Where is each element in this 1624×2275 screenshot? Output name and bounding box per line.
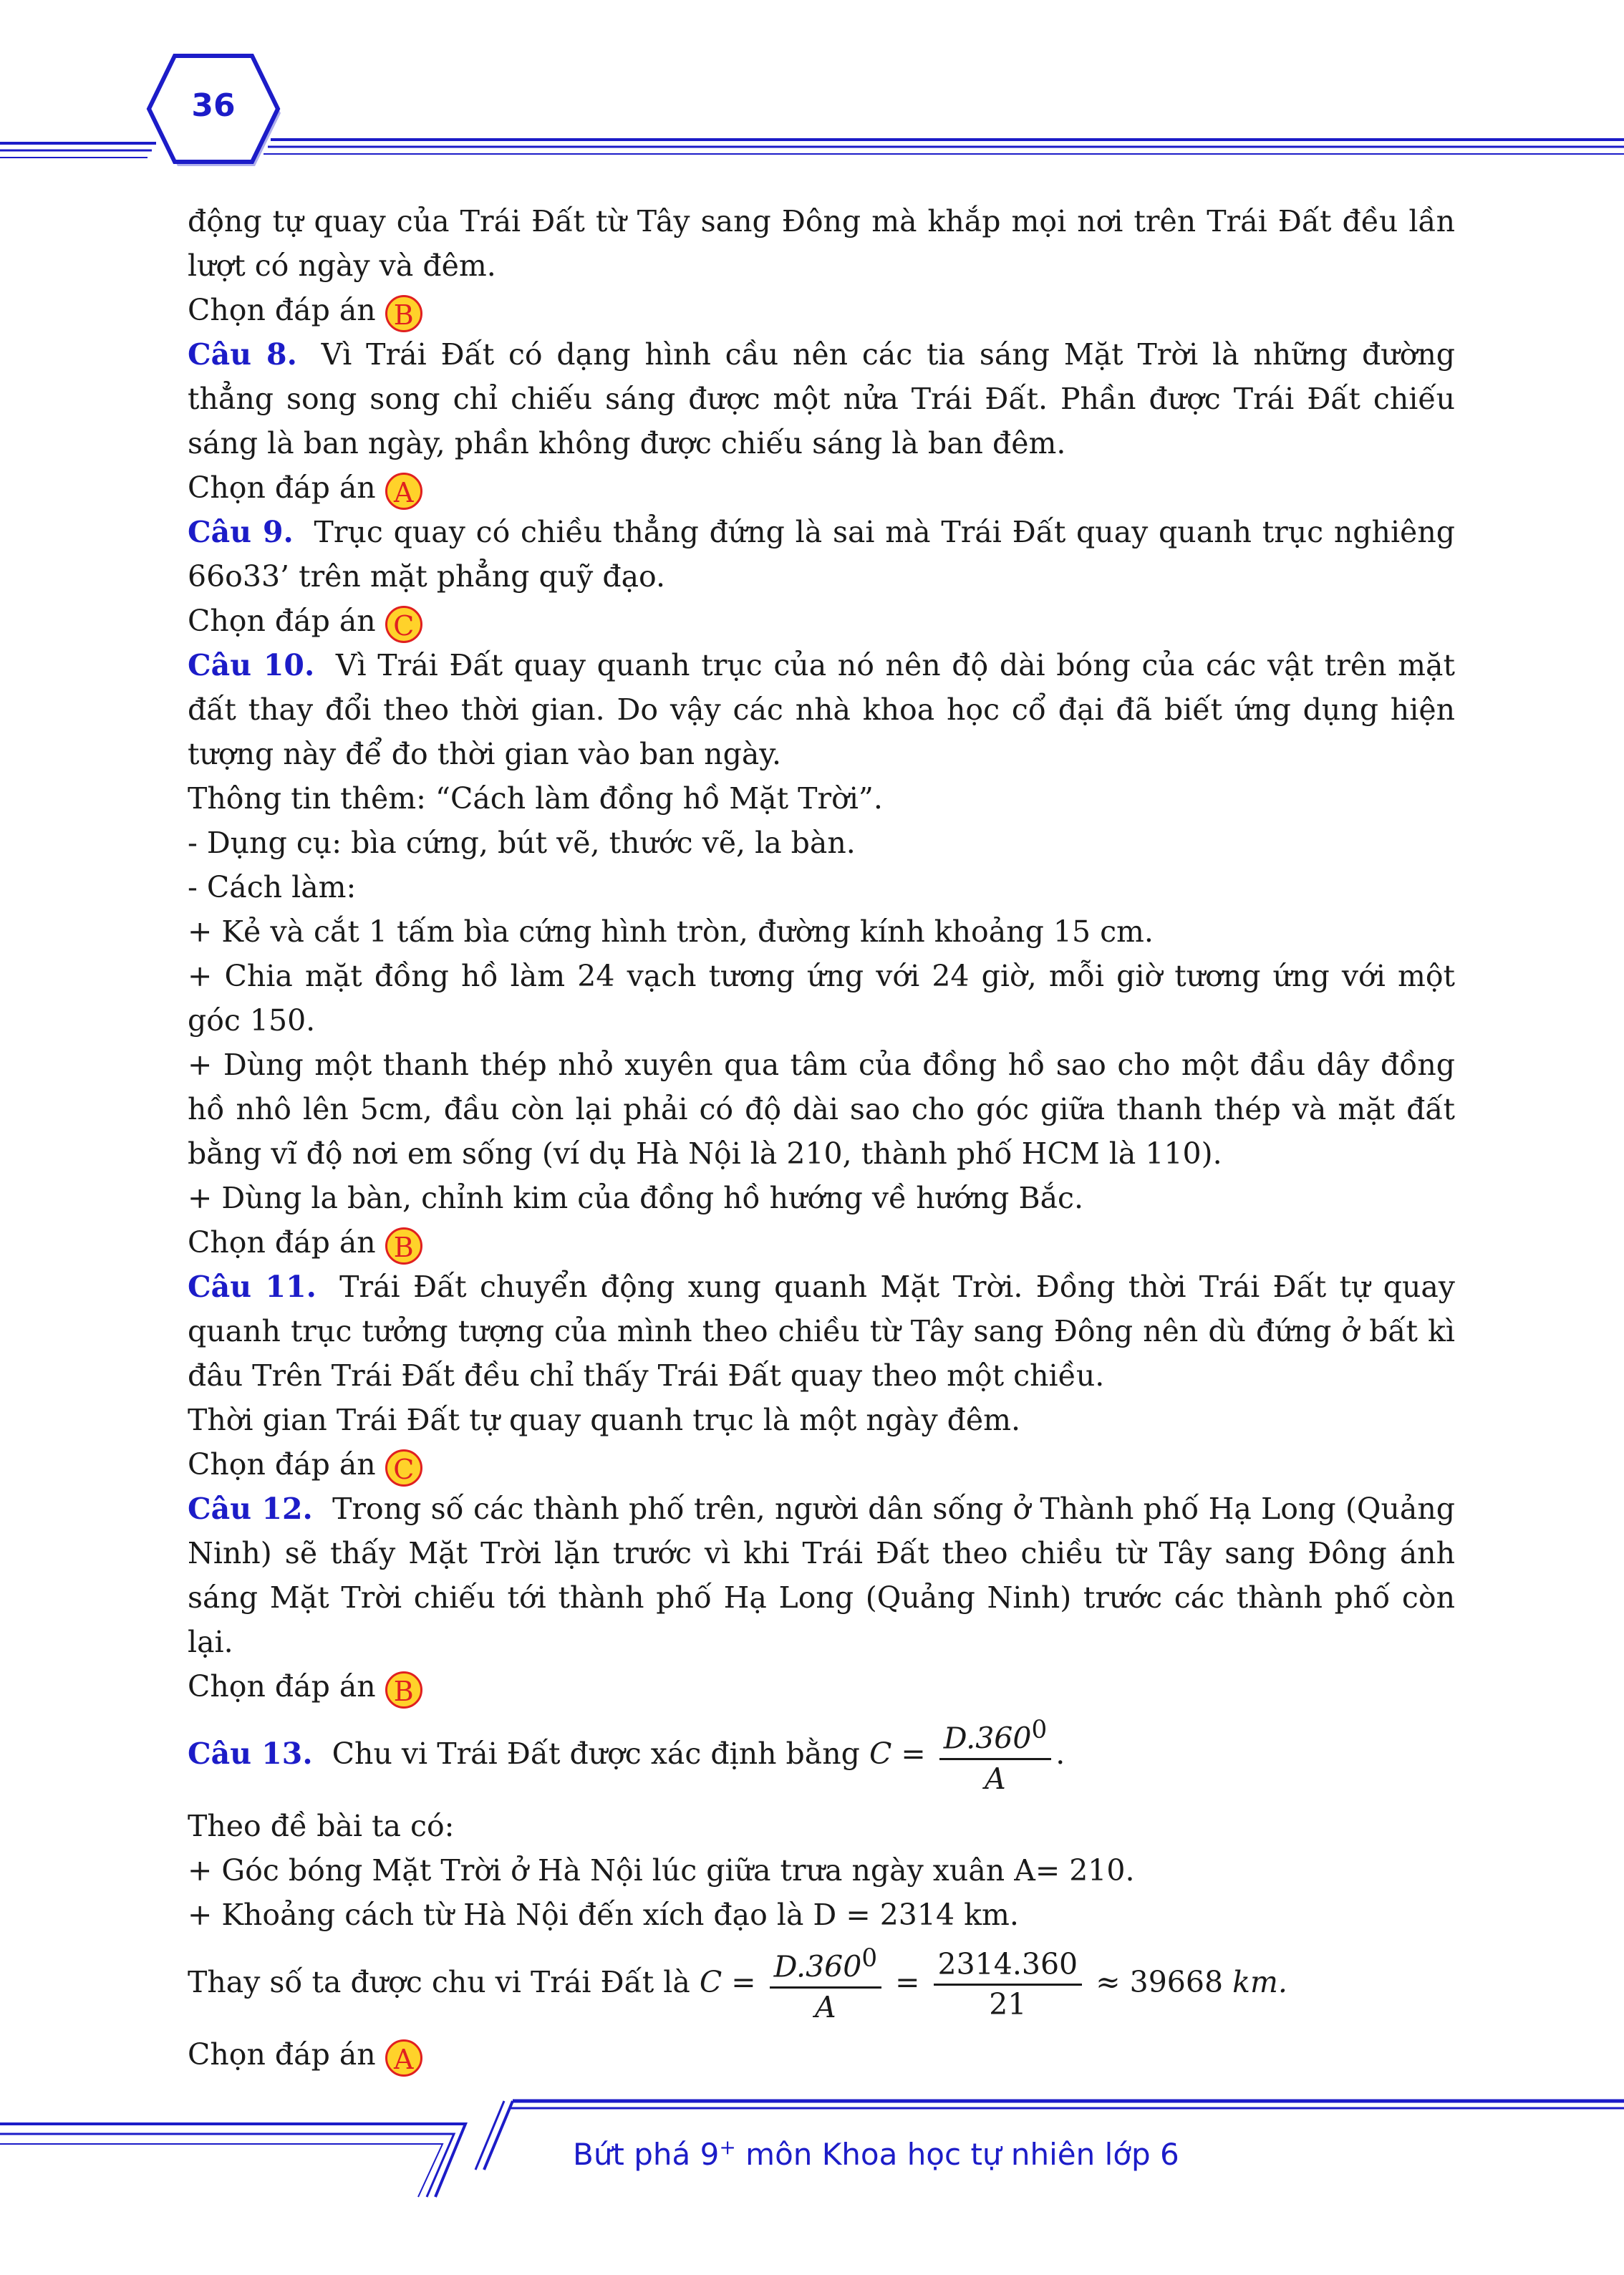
- q12-text: Trong số các thành phố trên, người dân sống ở Thành phố Hạ Long (Quảng Ninh) sẽ thấy Mặt Trời lặn trước vì khi Trái Đất theo chiều từ Tây sang Đông ánh sáng Mặt Trời chiếu tới thành phố Hạ Long (Quảng Ninh) trước các thành phố còn lại.: [188, 1492, 1455, 1659]
- footer-decoration: [0, 2091, 1624, 2275]
- question-8: [188, 332, 1455, 465]
- q8-answer-line: [188, 465, 1455, 510]
- fraction-numerator: [770, 1944, 881, 1989]
- q8-text: Vì Trái Đất có dạng hình cầu nên các tia sáng Mặt Trời là những đường thẳng song song chỉ chiếu sáng được một nửa Trái Đất. Phần được Trái Đất chiếu sáng là ban ngày, phần không được chiếu sáng là ban đêm.: [188, 337, 1455, 460]
- answer-prefix: Chọn đáp án: [188, 1447, 376, 1482]
- fraction-denominator: A: [985, 1761, 1006, 1796]
- q11-text: Trái Đất chuyển động xung quanh Mặt Trời. Đồng thời Trái Đất tự quay quanh trục tưởng tượng của mình theo chiều từ Tây sang Đông nên dù đứng ở bất kì đâu Trên Trái Đất đều chỉ thấy Trái Đất quay theo một chiều.: [188, 1270, 1455, 1393]
- answer-prefix: Chọn đáp án: [188, 470, 376, 505]
- q9-text: Trục quay có chiều thẳng đứng là sai mà Trái Đất quay quanh trục nghiêng 66o33’ trên mặt phẳng quỹ đạo.: [188, 515, 1455, 594]
- q11-line: Thời gian Trái Đất tự quay quanh trục là một ngày đêm.: [188, 1403, 1021, 1437]
- answer-badge: A: [385, 473, 422, 510]
- q13-line: + Khoảng cách từ Hà Nội đến xích đạo là D = 2314 km.: [188, 1898, 1019, 1933]
- numeric-fraction: [934, 1947, 1083, 2022]
- answer-prefix: Chọn đáp án: [188, 604, 376, 638]
- answer-badge: A: [385, 2039, 422, 2077]
- question-label: Câu 13.: [188, 1737, 313, 1772]
- question-7-explanation: [188, 199, 1455, 288]
- question-label: Câu 9.: [188, 515, 294, 549]
- q10-line: - Cách làm:: [188, 870, 357, 904]
- q7-text: động tự quay của Trái Đất từ Tây sang Đông mà khắp mọi nơi trên Trái Đất đều lần lượt có ngày và đêm.: [188, 204, 1455, 283]
- formula-lhs: C =: [699, 1965, 756, 2000]
- answer-badge: B: [385, 1671, 422, 1709]
- q13-answer-line: [188, 2032, 1455, 2077]
- q10-line: Thông tin thêm: “Cách làm đồng hồ Mặt Trời”.: [188, 781, 883, 816]
- footer-title-rest: môn Khoa học tự nhiên lớp 6: [735, 2137, 1179, 2172]
- q13-line: Theo đề bài ta có:: [188, 1809, 455, 1844]
- question-label: Câu 8.: [188, 337, 297, 372]
- q13-intro: Chu vi Trái Đất được xác định bằng: [332, 1737, 860, 1772]
- answer-badge: C: [385, 1449, 422, 1487]
- q12-answer-line: [188, 1664, 1455, 1709]
- formula-lhs: C =: [869, 1737, 926, 1772]
- answer-prefix: Chọn đáp án: [188, 293, 376, 327]
- q13-result: [188, 1944, 1455, 2025]
- q9-answer-line: [188, 599, 1455, 643]
- footer-title-sup: +: [719, 2135, 736, 2159]
- degree-superscript: 0: [861, 1944, 878, 1974]
- answer-badge: B: [385, 295, 422, 332]
- formula-period: .: [1055, 1737, 1065, 1772]
- approx-sign: ≈: [1096, 1965, 1121, 2000]
- formula-fraction: [939, 1716, 1051, 1797]
- footer-book-title: [573, 2135, 1179, 2172]
- q10-line: + Dùng một thanh thép nhỏ xuyên qua tâm của đồng hồ sao cho một đầu dây đồng hồ nhô lên 5cm, đầu còn lại phải có độ dài sao cho góc giữa thanh thép và mặt đất bằng vĩ độ nơi em sống (ví dụ Hà Nội là 210, thành phố HCM là 110).: [188, 1048, 1455, 1171]
- q10-line: + Kẻ và cắt 1 tấm bìa cứng hình tròn, đường kính khoảng 15 cm.: [188, 914, 1154, 949]
- question-10: [188, 643, 1455, 776]
- page-content: [188, 199, 1455, 2077]
- question-13: [188, 1716, 1455, 1797]
- question-12: [188, 1487, 1455, 1664]
- q11-answer-line: [188, 1442, 1455, 1487]
- answer-prefix: Chọn đáp án: [188, 2037, 376, 2072]
- question-9: [188, 510, 1455, 599]
- result-unit: km.: [1232, 1965, 1287, 2000]
- q10-line: + Dùng la bàn, chỉnh kim của đồng hồ hướng về hướng Bắc.: [188, 1181, 1084, 1215]
- question-11: [188, 1265, 1455, 1398]
- q13-line: + Góc bóng Mặt Trời ở Hà Nội lúc giữa trưa ngày xuân A= 210.: [188, 1853, 1135, 1888]
- q7-answer-line: [188, 288, 1455, 332]
- q10-answer-line: [188, 1220, 1455, 1265]
- question-label: Câu 10.: [188, 648, 315, 682]
- numerator-text: D.360: [773, 1949, 862, 1984]
- answer-prefix: Chọn đáp án: [188, 1669, 376, 1704]
- degree-superscript: 0: [1031, 1716, 1048, 1744]
- equals-sign: =: [895, 1965, 920, 2000]
- q10-line: + Chia mặt đồng hồ làm 24 vạch tương ứng với 24 giờ, mỗi giờ tương ứng với một góc 150.: [188, 959, 1455, 1038]
- footer-title-main: Bứt phá 9: [573, 2137, 720, 2172]
- q10-line: - Dụng cụ: bìa cứng, bút vẽ, thước vẽ, la bàn.: [188, 826, 856, 860]
- result-value: 39668: [1129, 1965, 1224, 2000]
- fraction-denominator: A: [815, 1989, 836, 2024]
- fraction-numerator: 2314.360: [934, 1947, 1083, 1986]
- fraction-numerator: [939, 1716, 1051, 1760]
- q10-text: Vì Trái Đất quay quanh trục của nó nên độ dài bóng của các vật trên mặt đất thay đổi theo thời gian. Do vậy các nhà khoa học cổ đại đã biết ứng dụng hiện tượng này để đo thời gian vào ban ngày.: [188, 648, 1455, 771]
- page-number: 36: [191, 87, 236, 124]
- numerator-text: D.360: [943, 1721, 1032, 1756]
- answer-badge: B: [385, 1227, 422, 1265]
- question-label: Câu 12.: [188, 1492, 313, 1526]
- answer-prefix: Chọn đáp án: [188, 1225, 376, 1260]
- formula-fraction: [770, 1944, 881, 2025]
- answer-badge: C: [385, 606, 422, 643]
- result-intro: Thay số ta được chu vi Trái Đất là: [188, 1965, 690, 2000]
- question-label: Câu 11.: [188, 1270, 316, 1304]
- fraction-denominator: 21: [989, 1987, 1027, 2022]
